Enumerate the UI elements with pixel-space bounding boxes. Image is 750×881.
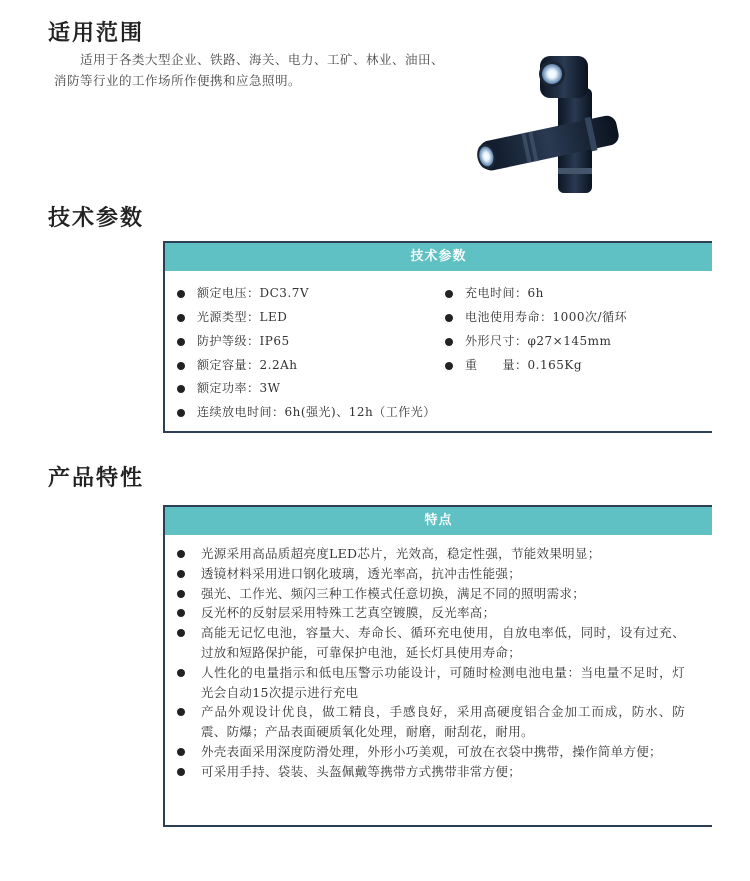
list-item: 人性化的电量指示和低电压警示功能设计，可随时检测电池电量：当电量不足时，灯光会自动15次提示进行充电: [175, 663, 685, 703]
spec-item-discharge-time: 连续放电时间：6h(强光)、12h（工作光）: [177, 403, 436, 420]
list-item: 透镜材料采用进口钢化玻璃，透光率高，抗冲击性能强；: [175, 564, 685, 584]
list-item: 反光杯的反射层采用特殊工艺真空镀膜，反光率高；: [175, 603, 685, 623]
list-item: 外壳表面采用深度防滑处理，外形小巧美观，可放在衣袋中携带，操作简单方便；: [175, 742, 685, 762]
list-item: 产品外观设计优良，做工精良，手感良好，采用高硬度铝合金加工而成，防水、防震、防爆；产品表面硬质氧化处理，耐磨，耐刮花，耐用。: [175, 702, 685, 742]
bullet-icon: [177, 409, 185, 417]
bullet-icon: [177, 314, 185, 322]
section-title-features: 产品特性: [48, 466, 145, 491]
scope-description: 适用于各类大型企业、铁路、海关、电力、工矿、林业、油田、消防等行业的工作场所作便携和应急照明。: [54, 52, 445, 88]
spec-item: 充电时间：6h: [445, 284, 544, 301]
bullet-icon: [445, 338, 453, 346]
bullet-icon: [177, 590, 185, 598]
features-table: [163, 505, 712, 827]
spec-item: 光源类型：LED: [177, 308, 287, 325]
bullet-icon: [445, 362, 453, 370]
bullet-icon: [177, 570, 185, 578]
bullet-icon: [445, 314, 453, 322]
bullet-icon: [177, 609, 185, 617]
flashlight-product-image: [470, 48, 630, 203]
spec-item: 电池使用寿命：1000次/循环: [445, 308, 627, 325]
bullet-icon: [177, 362, 185, 370]
bullet-icon: [177, 290, 185, 298]
specs-table-header: 技术参数: [165, 243, 712, 271]
spec-item: 外形尺寸：φ27×145mm: [445, 332, 611, 349]
section-title-scope: 适用范围: [48, 21, 145, 46]
bullet-icon: [177, 338, 185, 346]
spec-item: 防护等级：IP65: [177, 332, 290, 349]
bullet-icon: [177, 550, 185, 558]
list-item: 可采用手持、袋装、头盔佩戴等携带方式携带非常方便；: [175, 762, 685, 782]
spec-item: 额定容量：2.2Ah: [177, 356, 297, 373]
list-item: 光源采用高品质超亮度LED芯片，光效高，稳定性强，节能效果明显；: [175, 544, 685, 564]
bullet-icon: [177, 748, 185, 756]
bullet-icon: [177, 385, 185, 393]
list-item: 高能无记忆电池，容量大、寿命长、循环充电使用，自放电率低，同时，设有过充、过放和短路保护能，可靠保护电池，延长灯具使用寿命；: [175, 623, 685, 663]
bullet-icon: [177, 768, 185, 776]
features-table-header: 特点: [165, 507, 712, 535]
bullet-icon: [177, 708, 185, 716]
spec-item: 额定功率：3W: [177, 379, 280, 396]
spec-item: 重 量：0.165Kg: [445, 356, 582, 373]
specs-table: [163, 241, 712, 433]
bullet-icon: [177, 669, 185, 677]
bullet-icon: [177, 629, 185, 637]
list-item: 强光、工作光、频闪三种工作模式任意切换，满足不同的照明需求；: [175, 584, 685, 604]
spec-item: 额定电压：DC3.7V: [177, 284, 309, 301]
section-title-specs: 技术参数: [48, 206, 145, 231]
features-list: [175, 544, 685, 782]
bullet-icon: [445, 290, 453, 298]
